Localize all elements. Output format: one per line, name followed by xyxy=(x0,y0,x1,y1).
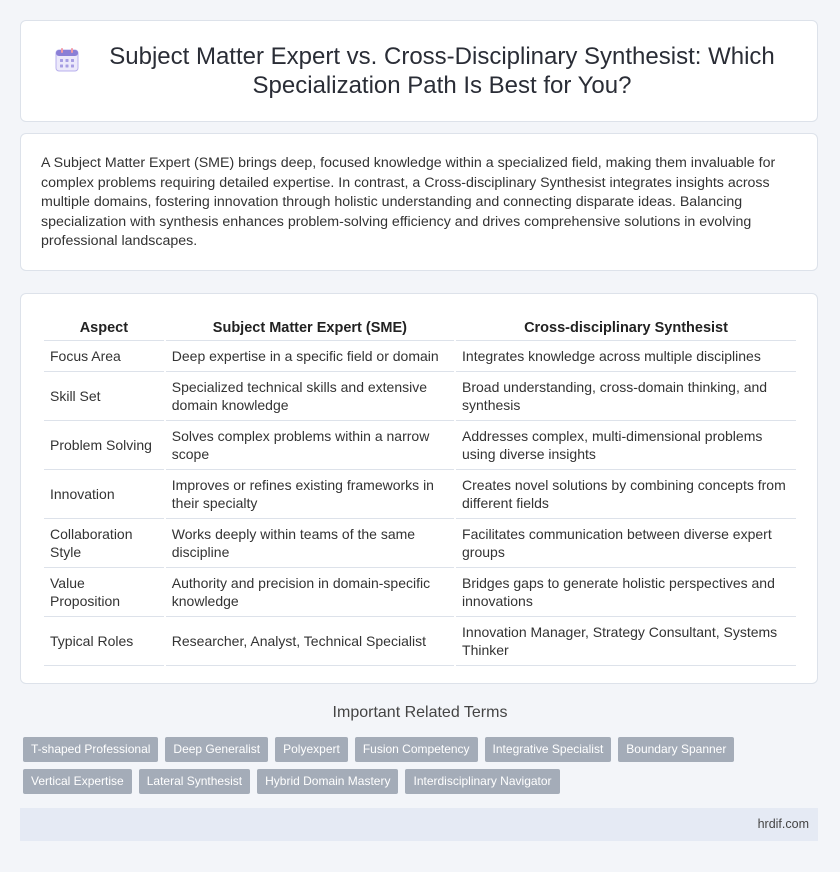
related-terms-title: Important Related Terms xyxy=(332,704,508,721)
cell-synthesist: Bridges gaps to generate holistic perspectives and innovations xyxy=(456,568,796,617)
calendar-icon xyxy=(54,47,80,73)
cell-aspect: Focus Area xyxy=(44,341,164,372)
footer-site[interactable]: hrdif.com xyxy=(757,817,809,831)
tag-fusion-competency[interactable]: Fusion Competency xyxy=(355,737,478,762)
cell-synthesist: Addresses complex, multi-dimensional problems using diverse insights xyxy=(456,421,796,470)
cell-sme: Works deeply within teams of the same discipline xyxy=(166,519,454,568)
cell-synthesist: Broad understanding, cross-domain thinking, and synthesis xyxy=(456,372,796,421)
cell-synthesist: Facilitates communication between diverse expert groups xyxy=(456,519,796,568)
intro-card xyxy=(20,133,818,271)
tag-integrative-specialist[interactable]: Integrative Specialist xyxy=(485,737,612,762)
cell-aspect: Problem Solving xyxy=(44,421,164,470)
cell-synthesist: Integrates knowledge across multiple disciplines xyxy=(456,341,796,372)
header-card xyxy=(20,20,818,122)
comparison-table xyxy=(42,314,798,666)
tag-boundary-spanner[interactable]: Boundary Spanner xyxy=(618,737,734,762)
cell-aspect: Value Proposition xyxy=(44,568,164,617)
tag-deep-generalist[interactable]: Deep Generalist xyxy=(165,737,268,762)
header xyxy=(54,42,784,100)
cell-synthesist: Innovation Manager, Strategy Consultant, Systems Thinker xyxy=(456,617,796,666)
table-row xyxy=(44,372,796,421)
cell-aspect: Skill Set xyxy=(44,372,164,421)
cell-aspect: Collaboration Style xyxy=(44,519,164,568)
cell-aspect: Typical Roles xyxy=(44,617,164,666)
cell-sme: Improves or refines existing frameworks in their specialty xyxy=(166,470,454,519)
footer xyxy=(20,808,818,841)
related-terms-tags xyxy=(23,737,803,794)
table-row xyxy=(44,519,796,568)
comparison-card xyxy=(20,293,818,684)
cell-sme: Deep expertise in a specific field or domain xyxy=(166,341,454,372)
cell-aspect: Innovation xyxy=(44,470,164,519)
tag-lateral-synthesist[interactable]: Lateral Synthesist xyxy=(139,769,250,794)
tag-interdisciplinary-navigator[interactable]: Interdisciplinary Navigator xyxy=(405,769,559,794)
tag-t-shaped-professional[interactable]: T-shaped Professional xyxy=(23,737,158,762)
table-row xyxy=(44,470,796,519)
tag-vertical-expertise[interactable]: Vertical Expertise xyxy=(23,769,132,794)
cell-sme: Specialized technical skills and extensive domain knowledge xyxy=(166,372,454,421)
header-synthesist: Cross-disciplinary Synthesist xyxy=(456,314,796,341)
table-row xyxy=(44,568,796,617)
page-title: Subject Matter Expert vs. Cross-Disciplinary Synthesist: Which Specialization Path Is Best for You? xyxy=(109,43,775,99)
header-sme: Subject Matter Expert (SME) xyxy=(166,314,454,341)
table-row xyxy=(44,341,796,372)
intro-paragraph: A Subject Matter Expert (SME) brings deep, focused knowledge within a specialized field, making them invaluable for complex problems requiring detailed expertise. In contrast, a Cross-disciplinary Synthesist integrates insights across multiple domains, fostering innovation through holistic understanding and connecting disparate ideas. Balancing specialization with synthesis enhances problem-solving efficiency and drives comprehensive solutions in evolving professional landscapes. xyxy=(41,155,776,249)
table-header-row xyxy=(44,314,796,341)
header-aspect: Aspect xyxy=(44,314,164,341)
cell-synthesist: Creates novel solutions by combining concepts from different fields xyxy=(456,470,796,519)
cell-sme: Authority and precision in domain-specific knowledge xyxy=(166,568,454,617)
tag-hybrid-domain-mastery[interactable]: Hybrid Domain Mastery xyxy=(257,769,398,794)
cell-sme: Researcher, Analyst, Technical Specialist xyxy=(166,617,454,666)
table-row xyxy=(44,617,796,666)
cell-sme: Solves complex problems within a narrow scope xyxy=(166,421,454,470)
tag-polyexpert[interactable]: Polyexpert xyxy=(275,737,348,762)
table-row xyxy=(44,421,796,470)
